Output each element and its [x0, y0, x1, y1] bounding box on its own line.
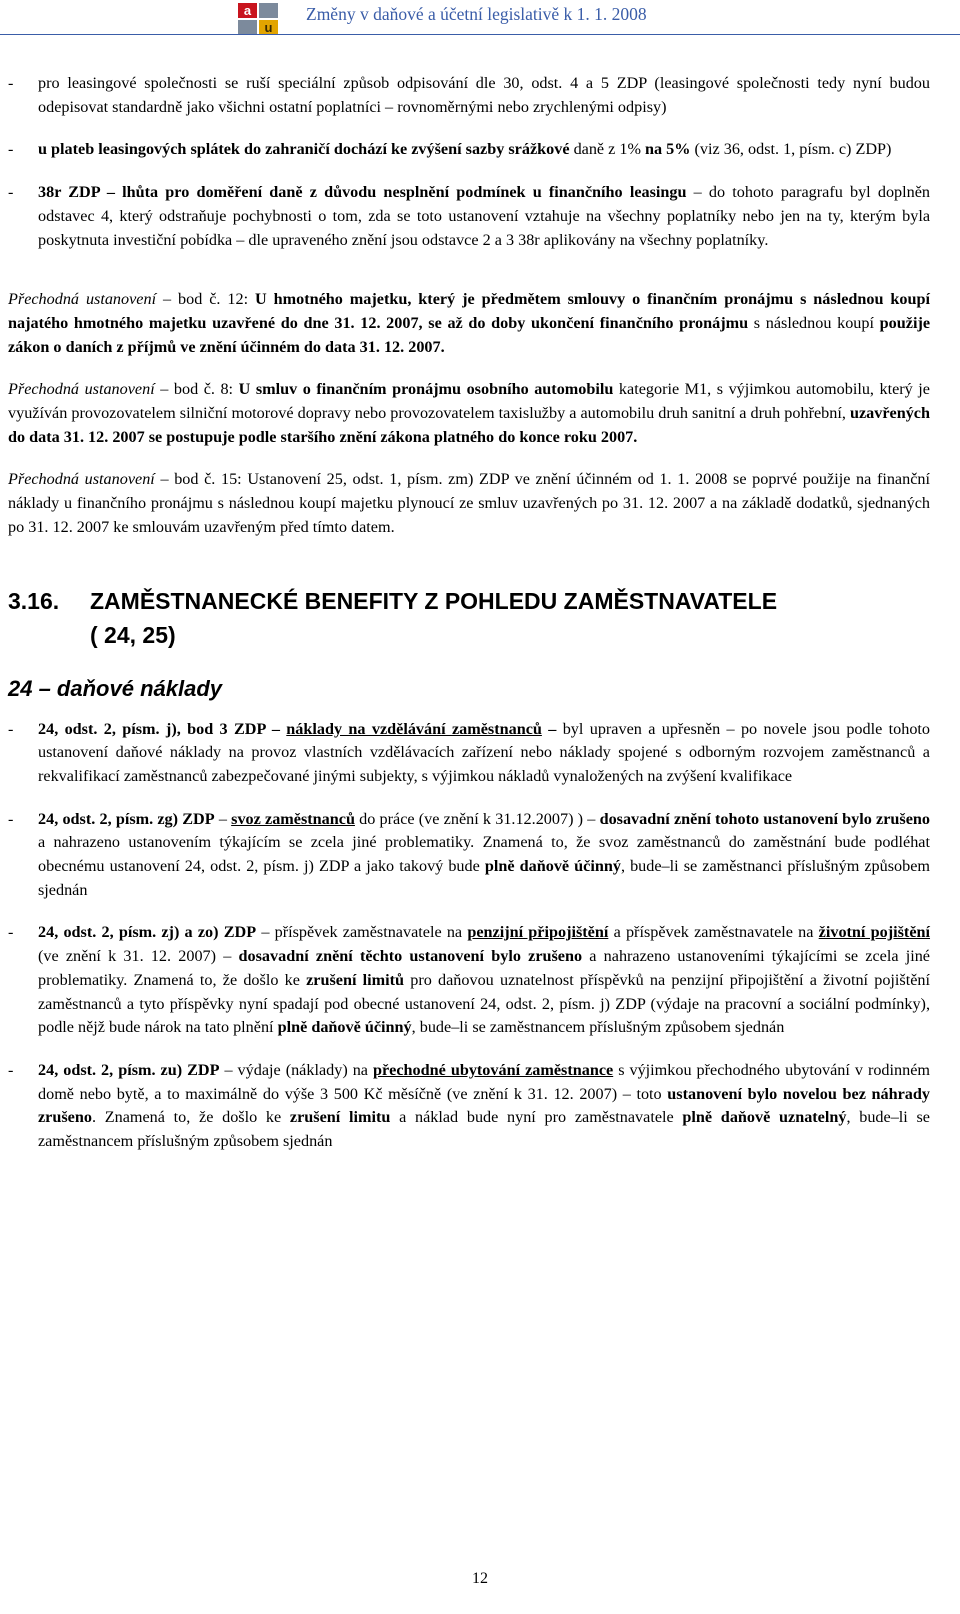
bullet-employee-transport: [8, 808, 930, 903]
text: – bod č. 12:: [156, 290, 255, 309]
bold-text: zrušení limitu: [289, 1108, 391, 1127]
section-number: 3.16.: [8, 587, 60, 614]
underlined-text: přechodné ubytování zaměstnance: [372, 1060, 614, 1079]
text: (ve znění k 31. 12. 2007) –: [38, 947, 239, 966]
page-header: [0, 0, 960, 38]
bullet-dash: -: [8, 1060, 14, 1079]
italic-text: Přechodná ustanovení: [8, 380, 155, 399]
header-rule: [0, 34, 960, 35]
bold-text: 24, odst. 2, písm. j), bod 3 ZDP –: [38, 719, 287, 738]
bold-text: U smluv o finančním pronájmu osobního automobilu: [238, 380, 614, 399]
bullet-dash: -: [8, 809, 14, 828]
bold-text: dosavadní znění tohoto ustanovení bylo zrušeno: [599, 809, 931, 828]
bold-text: na 5%: [645, 140, 691, 159]
bullet-leasing-depreciation: [8, 72, 930, 119]
transitional-provision-8: [8, 378, 930, 449]
bullet-pension-insurance: [8, 921, 930, 1040]
bullet-withholding-tax: [8, 138, 930, 162]
text: – příspěvek zaměstnavatele na: [256, 923, 468, 942]
text: s výjimkou přechodného ubytování v rodinném domě nebo bytě, a to maximálně do výše 3 500 Kč měsíčně (ve znění k 31. 12. 2007) – toto: [38, 1060, 930, 1103]
logo-tile-a: a: [238, 3, 257, 18]
text: a náklad bude nyní pro zaměstnavatele: [390, 1108, 683, 1127]
page-number: 12: [472, 1570, 488, 1587]
section-title-line1: ZAMĚSTNANECKÉ BENEFITY Z POHLEDU ZAMĚSTNAVATELE: [90, 587, 778, 614]
text: –: [214, 809, 232, 828]
bold-text: 24, odst. 2, písm. zu) ZDP: [38, 1060, 220, 1079]
section-title-line2: ( 24, 25): [90, 621, 176, 648]
text: , bude–li se zaměstnanci příslušným způsobem sjednán: [38, 857, 930, 899]
underlined-text: svoz zaměstnanců: [231, 809, 355, 828]
bold-text: 24, odst. 2, písm. zj) a zo) ZDP: [38, 923, 257, 942]
logo-tile-u: u: [259, 20, 278, 35]
subsection-heading-24: 24 – daňové náklady: [8, 675, 222, 701]
text: a příspěvek zaměstnavatele na: [608, 923, 819, 942]
bold-text: dosavadní znění těchto ustanovení bylo zrušeno: [238, 947, 583, 966]
logo-tile-blank-2: [238, 20, 257, 35]
section-heading-3-16: [8, 584, 930, 652]
bold-text: plně daňově účinný: [484, 857, 621, 876]
text: s následnou koupí: [748, 313, 880, 332]
logo-tile-blank-1: [259, 3, 278, 18]
text: – bod č. 8:: [154, 380, 239, 399]
text: byl upraven a upřesněn – po novele jsou podle tohoto ustanovení daňové náklady na provoz vlastních vzdělávacích zařízení nebo náklady spojené s odborným rozvojem zaměstnanců a rekvalifikací zaměstnanců zabezpečované jinými subjekty, s výjimkou nákladů vynaložených na zvýšení kvalifikace: [38, 719, 931, 785]
bullet-dash: -: [8, 183, 14, 202]
text: daně z 1%: [569, 140, 646, 159]
header-title: Změny v daňové a účetní legislativě k 1. 1. 2008: [306, 4, 647, 24]
bold-text: plně daňově účinný: [277, 1018, 412, 1037]
text: pro daňovou uznatelnost příspěvků na penzijní připojištění a životní pojištění zaměstnanců a tyto příspěvky nyní spadají pod obecné ustanovení 24, odst. 2, písm. j) ZDP (výdaje na pracovní a sociální podmínky), podle nějž bude nárok na tato plnění: [38, 970, 930, 1037]
text: (viz 36, odst. 1, písm. c) ZDP): [690, 140, 892, 159]
text: – bod č. 15: Ustanovení 25, odst. 1, písm. zm) ZDP ve znění účinném od 1. 1. 2008 se poprvé použije na finanční náklady u finančního pronájmu s následnou koupí majetku plynoucí ze smluv uzavřených po 31. 12. 2007 a na základě dodatků, sjednaných po 31. 12. 2007 ke smlouvám uzavřeným před tímto datem.: [8, 470, 930, 536]
text: – do tohoto paragrafu byl doplněn odstavec 4, který odstraňuje pochybnosti o tom, zda se toto ustanovení vztahuje na všechny poplatníky nebo jen na ty, kterým byla poskytnuta investiční pobídka – dle upraveného znění jsou odstavce 2 a 3 38r aplikovány na všechny poplatníky.: [38, 183, 930, 249]
text: – výdaje (náklady) na: [219, 1060, 373, 1079]
underlined-text: penzijní připojištění: [467, 923, 609, 942]
bold-text: zrušení limitů: [306, 970, 405, 989]
text: a nahrazeno ustanoveními týkajícími se zcela jiné problematiky. Znamená to, že došlo ke: [38, 947, 930, 989]
bullet-dash: -: [8, 923, 14, 942]
bullet-dash: -: [8, 140, 14, 159]
italic-text: Přechodná ustanovení: [8, 470, 155, 489]
bold-text: ustanovení bylo novelou bez náhrady zrušeno: [38, 1084, 930, 1127]
underlined-text: životní pojištění: [818, 923, 931, 942]
document-body: [8, 72, 930, 1154]
underlined-text: náklady na vzdělávání zaměstnanců: [286, 719, 542, 738]
bold-text: U hmotného majetku, který je předmětem smlouvy o finančním pronájmu s následnou koupí najatého hmotného majetku uzavřené do dne 31. 12. 2007, se až do doby ukončení finančního pronájmu: [8, 290, 930, 332]
text: , bude–li se zaměstnancem příslušným způsobem sjednán: [411, 1018, 785, 1037]
bold-text: uzavřených do data 31. 12. 2007 se postupuje podle staršího znění zákona platného do konce roku 2007.: [8, 404, 930, 446]
transitional-provision-12: [8, 288, 930, 359]
bullet-dash: -: [8, 719, 14, 738]
bullet-temporary-accommodation: [8, 1059, 930, 1154]
text: , bude–li se zaměstnancem příslušným způsobem sjednán: [38, 1108, 930, 1151]
transitional-provision-15: [8, 468, 930, 539]
text: a nahrazeno ustanovením týkajícím se zcela jiné problematiky. Znamená to, že svoz zaměstnanců do zaměstnání bude podléhat obecnému ustanovení 24, odst. 2, písm. j) ZDP a jako takový bude: [38, 833, 930, 876]
bullet-education-costs: [8, 718, 930, 789]
bullet-dash: -: [8, 74, 14, 92]
bold-text: plně daňově uznatelný: [682, 1108, 847, 1127]
bold-text: použije zákon o daních z příjmů ve znění účinném do data 31. 12. 2007.: [8, 313, 931, 356]
text: kategorie M1, s výjimkou automobilu, který je využíván provozovatelem silniční motorové dopravy nebo provozovatelem taxislužby a automobilu druh sanitní a druh pohřební,: [8, 380, 930, 423]
text: do práce (ve znění k 31.12.2007) ) –: [354, 809, 600, 828]
bold-text: u plateb leasingových splátek do zahraničí dochází ke zvýšení sazby srážkové: [38, 140, 570, 159]
bold-text: –: [541, 719, 557, 738]
bold-text: 38r ZDP – lhůta pro doměření daně z důvodu nesplnění podmínek u finančního leasingu: [38, 183, 687, 202]
text: . Znamená to, že došlo ke: [91, 1108, 290, 1127]
italic-text: Přechodná ustanovení: [8, 290, 157, 309]
au-logo: [238, 3, 280, 35]
bold-text: 24, odst. 2, písm. zg) ZDP: [38, 809, 215, 828]
bullet-text: pro leasingové společnosti se ruší speciální způsob odpisování dle 30, odst. 4 a 5 ZDP (leasingové společnosti tedy nyní budou odepisovat standardně jako všichni ostatní poplatníci – rovnoměrnými nebo zrychlenými odpisy): [38, 74, 930, 116]
bullet-38r-deadline: [8, 181, 930, 252]
